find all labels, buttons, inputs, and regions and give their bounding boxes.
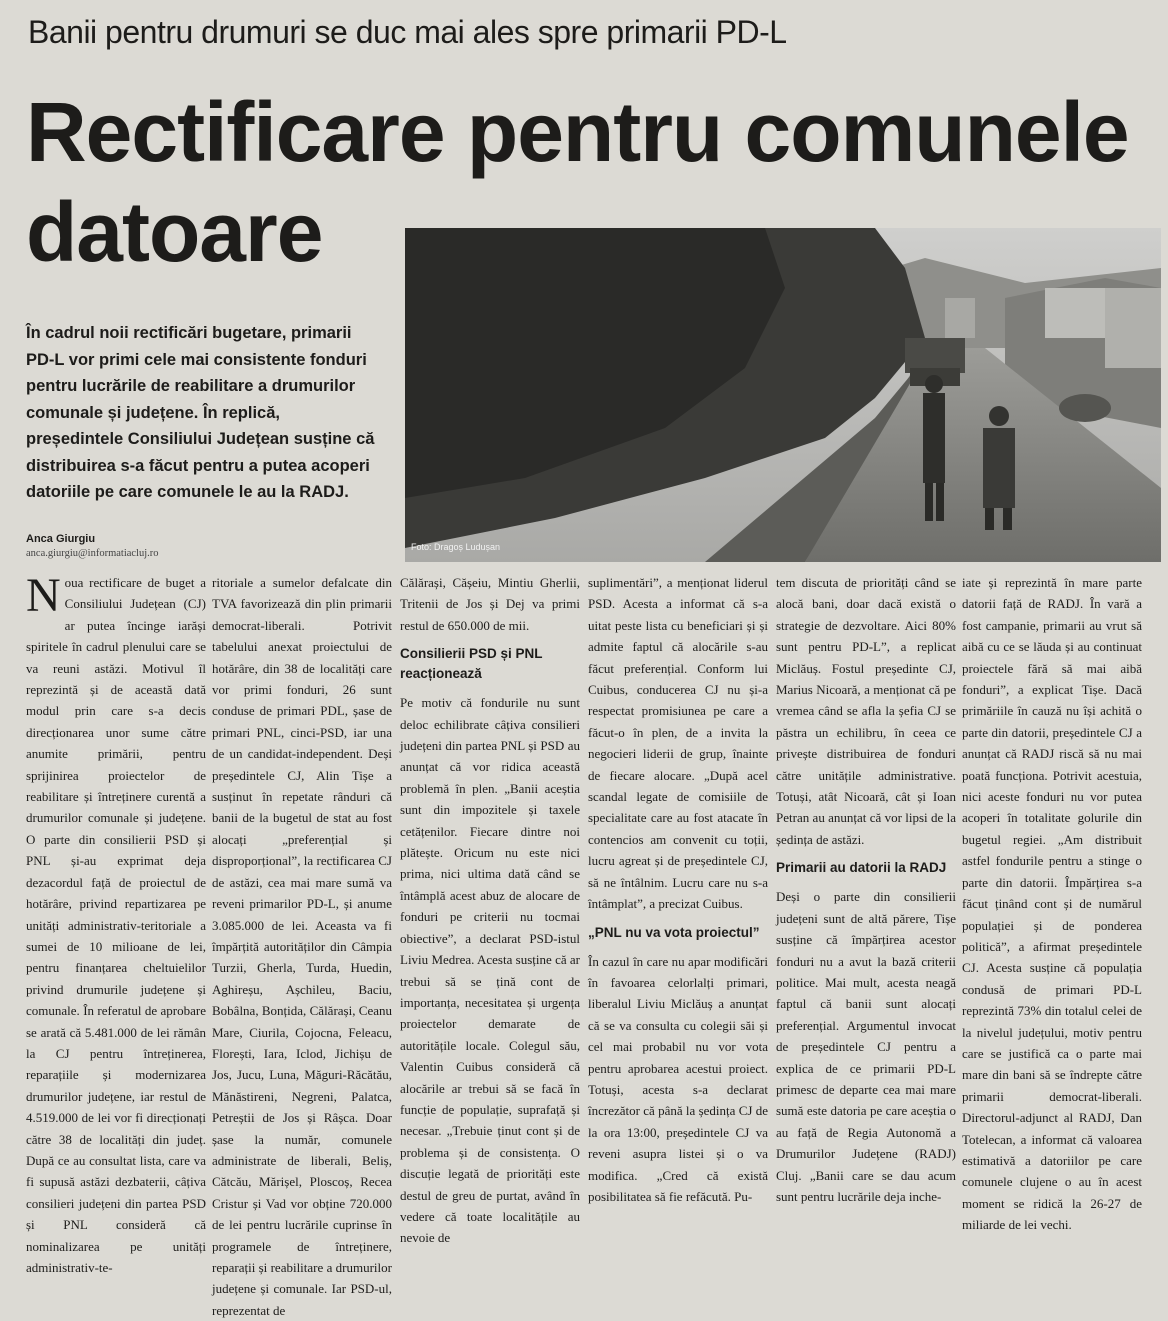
text-column-2 [212,572,392,1321]
article-lead: În cadrul noii rectificări bugetare, primarii PD-L vor primi cele mai consistente fonduri pentru lucrările de reabilitare a drumurilor comunale și județene. În replică, președintele Consiliului Județean susține că distribuirea s-a făcut pentru a putea acoperi datoriile pe care comunele le au la RADJ. [26,324,375,501]
paragraph: Călărași, Cășeiu, Mintiu Gherlii, Tritenii de Jos și Dej va primi restul de 650.000 de mii. [400,575,580,633]
column-text: oua rectificare de buget a Consiliului Județean (CJ) ar putea încinge iarăși spiritele în cadrul plenului care se va reuni astăzi. Motivul îl reprezintă și de această dată modul prin care s-a decis direcționarea unor sume către anumite primării, pentru sprijinirea proiectelor de reabilitare și întreținere curentă a drumurilor comunale și județene. O parte din consilierii PSD și PNL și-au exprimat deja dezacordul față de proiectul de hotărâre, privind repartizarea pe unități administrativ-teritoriale a sumei de 10 milioane de lei, pentru finanțarea cheltuielilor privind drumurile județene și comunale. În referatul de aprobare se arată că 5.481.000 de lei rămân la CJ pentru întreținerea, reparațiile și modernizarea drumurilor județene, iar restul de 4.519.000 de lei vor fi direcționați către 38 de localități din județ. După ce au consultat lista, care va fi supusă astăzi dezbaterii, câțiva consilieri județeni din partea PSD și PNL consideră că nominalizarea pe unități administrativ-te- [26,575,206,1275]
subheading: „PNL nu va vota proiectul” [588,924,760,940]
text-column-1 [26,569,206,1278]
photo-credit: Foto: Dragoș Ludușan [411,542,501,552]
paragraph: tem discuta de priorități când se alocă bani, doar dacă există o strategie de dezvoltare. Aici 80% sunt pentru PD-L”, a replicat Miclăuș. Fostul președinte CJ, Marius Nicoară, a menționat că pe vremea când se afla la șefia CJ se păstra un echilibru, în ceea ce privește distribuirea de fonduri către unitățile administrative. Totuși, atât Nicoară, cât și Ioan Petran au anunțat că vor lipsi de la ședința de astăzi. [776,575,956,847]
text-column-6 [962,572,1142,1236]
author-email: anca.giurgiu@informatiacluj.ro [26,548,159,559]
paragraph: Deși o parte din consilierii județeni sunt de altă părere, Tișe susține că împărțirea acestor fonduri nu a avut la bază criterii politice. Mai mult, acesta neagă faptul că banii sunt alocați preferențial. Argumentul invocat de președintele CJ pentru a explica de ce primarii PD-L primesc de departe cea mai mare sumă este datoria pe care aceștia o au față de Regia Autonomă a Drumurilor Județene (RADJ) Cluj. „Banii care se dau acum sunt pentru lucrările deja inche- [776,889,956,1204]
article-kicker: Banii pentru drumuri se duc mai ales spre primarii PD-L [28,14,787,50]
headline-line-2: datoare [26,185,323,279]
paragraph: În cazul în care nu apar modificări în favoarea celorlalți primari, liberalul Liviu Miclăuș a anunțat că se va consulta cu colegii săi și cel mai probabil nu vor vota pentru aprobarea acestui proiect. Totuși, acesta s-a declarat încrezător că până la ședința CJ de la ora 13:00, președintele CJ va reveni asupra listei și o va modifica. „Cred că există posibilitatea să fie refăcută. Pu- [588,953,768,1204]
text-column-5 [776,572,956,1207]
drop-cap: N [26,569,61,622]
paragraph: iate și reprezintă în mare parte datorii față de RADJ. În vară a fost campanie, primarii au vrut să aibă cu ce se lăuda și au continuat proiectele fără să mai aibă fonduri”, a explicat Tișe. Dacă primăriile în cauză nu își achită o parte din datorii, președintele CJ a anunțat că RADJ riscă să nu mai poată funcționa. Potrivit acestuia, nici aceste fonduri nu vor putea acoperi în totalitate golurile din bugetul regiei. „Am distribuit astfel fondurile pentru a stinge o parte din datorii. Împărțirea s-a făcut ținând cont și de numărul populației și de ponderea politică”, a afirmat președintele CJ. Acesta susține că populația condusă de primari PD-L reprezintă 73% din totalul celei de la nivelul județului, motiv pentru care se justifică ca o parte mai mare din bani să se îndrepte către primarii democrat-liberali. Directorul-adjunct al RADJ, Dan Totelecan, a informat că valoarea estimativă a datoriilor pe care comunele clujene o au în acest moment se ridică la 26-27 de miliarde de lei vechi. [962,575,1142,1233]
subheading: Consilierii PSD și PNL reacționează [400,646,543,682]
article-photo [405,228,1161,562]
subheading: Primarii au datorii la RADJ [776,860,947,876]
paragraph: suplimentări”, a menționat liderul PSD. Acesta a informat că s-a uitat peste lista cu beneficiari și și admite faptul că alocările s-au făcut preferențial. Conform lui Cuibus, conducerea CJ nu și-a respectat promisiunea pe care a făcut-o în plen, de a invita la negocieri liderii de grup, înainte de fiecare alocare. „După acel scandal legate de comisiile de specialitate care au fost atacate în contencios am convenit cu toții, lucru agreat și de președintele CJ, să ne întâlnim. Lucru care nu s-a întâmplat”, a precizat Cuibus. [588,575,768,912]
paragraph: ritoriale a sumelor defalcate din TVA favorizează din plin primarii democrat-liberali. Potrivit tabelului anexat proiectului de hotărâre, din 38 de localități care vor primi fonduri, 26 sunt conduse de primari PDL, șase de primari PNL, cinci-PSD, iar una de un candidat-independent. Deși președintele CJ, Alin Tișe a susținut în repetate rânduri că banii de la bugetul de stat au fost alocați „preferențial și disproporțional”, la rectificarea CJ de astăzi, cea mai mare sumă va reveni primarilor PD-L, și anume 3.085.000 de lei. Aceasta va fi împărțită autorităților din Câmpia Turzii, Gherla, Turda, Huedin, Aghireșu, Așchileu, Baciu, Bobâlna, Bonțida, Călărași, Ceanu Mare, Ciurila, Cojocna, Feleacu, Florești, Iara, Iclod, Jichișu de Jos, Jucu, Luna, Măguri-Răcătău, Mănăstireni, Negreni, Palatca, Petreștii de Jos și Râșca. Doar șase la număr, comunele administrate de liberali, Beliș, Cătcău, Mărișel, Ploscoș, Recea Cristur și Vad vor obține 720.000 de lei pentru lucrările cuprinse în programele de întreținere, reparații și reabilitare a drumurilor județene și comunale. Iar PSD-ul, reprezentat de [212,575,392,1318]
text-column-3 [400,572,580,1249]
paragraph [26,569,206,1278]
author-name: Anca Giurgiu [26,533,96,545]
paragraph: Pe motiv că fondurile nu sunt deloc echilibrate câțiva consilieri județeni din partea PNL și PSD au anunțat că vor ridica această problemă în plen. „Banii aceștia sunt din impozitele și taxele cetățenilor. Fiecare dintre noi plătește. Oricum nu este nici prima, nici ultima dată când se întâmplă acest abuz de alocare de fonduri pe criterii nu tocmai obiective”, a declarat PSD-istul Liviu Medrea. Acesta susține că ar trebui să se țină cont de importanța, necesitatea și urgența proiectelor demarate de autoritățile locale. Colegul său, Valentin Cuibus consideră că alocările ar trebui să se facă în funcție de populație, suprafață și necesar. „Trebuie ținut cont și de problema și de consistența. O discuție legată de priorități este destul de greu de purtat, având în vedere că toate localitățile au nevoie de [400,695,580,1246]
headline-line-1: Rectificare pentru comunele [26,85,1129,179]
text-column-4 [588,572,768,1207]
village-road-photo [405,228,1161,562]
